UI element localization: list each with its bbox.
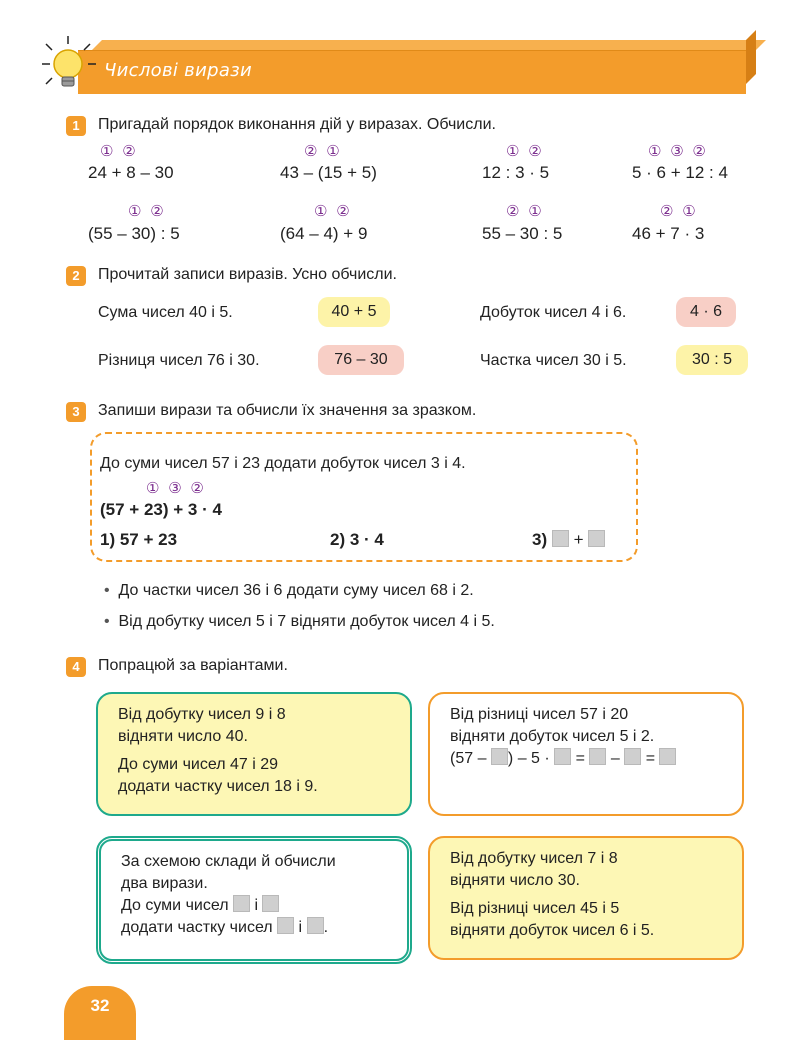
formula-line xyxy=(450,748,722,770)
card-line: Від різниці чисел 57 і 20 xyxy=(450,706,629,723)
answer-box[interactable] xyxy=(554,748,571,765)
task-number-3: 3 xyxy=(66,402,86,422)
order-marks: ① ② xyxy=(100,142,138,160)
bullet-item xyxy=(104,613,495,631)
variant-card-4 xyxy=(428,836,744,960)
expression-pill: 4 · 6 xyxy=(676,297,736,327)
task-number-2: 2 xyxy=(66,266,86,286)
card-line: Від добутку чисел 7 і 8 xyxy=(450,850,618,867)
example-step-3 xyxy=(532,530,605,550)
section-title: Числові вирази xyxy=(104,60,253,81)
bullet-item xyxy=(104,582,474,600)
example-expression: (57 + 23) + 3 · 4 xyxy=(100,500,222,519)
card-line xyxy=(121,895,387,917)
expression: 46 + 7 · 3 xyxy=(632,224,705,243)
task4-instruction: Попрацюй за варіантами. xyxy=(98,657,288,674)
and-word: і xyxy=(298,919,303,936)
example-step-1: 1) 57 + 23 xyxy=(100,530,178,549)
answer-box[interactable] xyxy=(262,895,279,912)
card-line xyxy=(121,917,387,939)
banner-side-face xyxy=(746,30,756,84)
plus-sign: + xyxy=(573,530,584,549)
card-line: додати частку чисел 18 і 9. xyxy=(118,778,318,795)
expression: 24 + 8 – 30 xyxy=(88,163,174,182)
example-step-2: 2) 3 · 4 xyxy=(330,530,384,549)
order-marks: ② ① xyxy=(304,142,342,160)
order-marks: ② ① xyxy=(506,202,544,220)
variant-card-3 xyxy=(96,836,412,964)
equals-sign: = xyxy=(575,750,585,767)
answer-box[interactable] xyxy=(552,530,569,547)
card-text: додати частку чисел xyxy=(121,919,273,936)
bullet-text: До частки чисел 36 і 6 додати суму чисел 68 і 2. xyxy=(118,582,474,599)
expression-pill: 30 : 5 xyxy=(676,345,748,375)
bullet-dot: • xyxy=(104,582,119,599)
card-line: Від добутку чисел 9 і 8 xyxy=(118,706,286,723)
lightbulb-icon xyxy=(38,34,102,98)
answer-box[interactable] xyxy=(491,748,508,765)
answer-box[interactable] xyxy=(659,748,676,765)
equals-sign: = xyxy=(645,750,656,767)
card-line: відняти добуток чисел 6 і 5. xyxy=(450,922,655,939)
task2-instruction: Прочитай записи виразів. Усно обчисли. xyxy=(98,266,397,283)
formula-start: (57 – xyxy=(450,750,487,767)
answer-box[interactable] xyxy=(624,748,641,765)
example-statement: До суми чисел 57 і 23 додати добуток чисел 3 і 4. xyxy=(100,455,466,472)
order-marks: ① ② xyxy=(314,202,352,220)
expression: (55 – 30) : 5 xyxy=(88,224,180,243)
phrase: Частка чисел 30 і 5. xyxy=(480,352,627,369)
step-3-label: 3) xyxy=(532,530,548,549)
phrase: Сума чисел 40 і 5. xyxy=(98,304,233,321)
formula-mid: ) – 5 · xyxy=(507,750,550,767)
card-line: відняти добуток чисел 5 і 2. xyxy=(450,728,655,745)
answer-box[interactable] xyxy=(277,917,294,934)
order-marks: ① ② xyxy=(128,202,166,220)
order-marks: ① ② xyxy=(506,142,544,160)
task-number-1: 1 xyxy=(66,116,86,136)
variant-card-1 xyxy=(96,692,412,816)
task3-instruction: Запиши вирази та обчисли їх значення за зразком. xyxy=(98,402,477,419)
expression-pill: 76 – 30 xyxy=(318,345,404,375)
order-marks: ① ③ ② xyxy=(648,142,708,160)
card-text: До суми чисел xyxy=(121,897,229,914)
answer-box[interactable] xyxy=(307,917,324,934)
answer-box[interactable] xyxy=(233,895,250,912)
order-marks: ① ③ ② xyxy=(146,479,206,497)
expression: 12 : 3 · 5 xyxy=(482,163,550,182)
period: . xyxy=(323,919,329,936)
phrase: Різниця чисел 76 і 30. xyxy=(98,352,260,369)
expression: 55 – 30 : 5 xyxy=(482,224,563,243)
card-line: За схемою склади й обчисли xyxy=(121,853,336,870)
answer-box[interactable] xyxy=(588,530,605,547)
phrase: Добуток чисел 4 і 6. xyxy=(480,304,627,321)
bullet-dot: • xyxy=(104,613,119,630)
variant-card-2 xyxy=(428,692,744,816)
task1-instruction: Пригадай порядок виконання дій у виразах. Обчисли. xyxy=(98,116,496,133)
answer-box[interactable] xyxy=(589,748,606,765)
page-number: 32 xyxy=(64,986,136,1040)
expression: 5 · 6 + 12 : 4 xyxy=(632,163,728,182)
task-number-4: 4 xyxy=(66,657,86,677)
expression: (64 – 4) + 9 xyxy=(280,224,368,243)
card-line: два вирази. xyxy=(121,875,208,892)
and-word: і xyxy=(254,897,259,914)
card-line: відняти число 40. xyxy=(118,728,248,745)
minus-sign: – xyxy=(610,750,620,767)
banner-top-face xyxy=(92,40,766,50)
expression: 43 – (15 + 5) xyxy=(280,163,377,182)
bullet-text: Від добутку чисел 5 і 7 відняти добуток чисел 4 і 5. xyxy=(118,613,495,630)
card-line: Від різниці чисел 45 і 5 xyxy=(450,900,620,917)
card-line: До суми чисел 47 і 29 xyxy=(118,756,279,773)
card-line: відняти число 30. xyxy=(450,872,580,889)
order-marks: ② ① xyxy=(660,202,698,220)
expression-pill: 40 + 5 xyxy=(318,297,390,327)
